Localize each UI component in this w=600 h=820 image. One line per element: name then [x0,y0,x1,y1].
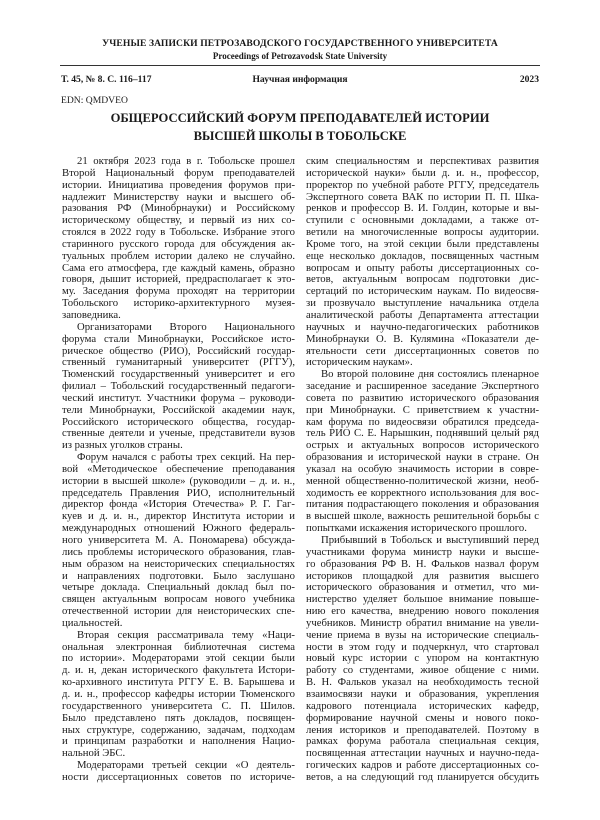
text-line: историческому обществу, и первый из них со- [62,214,295,227]
text-line: Вторая секция рассматривала тему «Наци- [77,628,295,641]
text-line: ных структуре, содержанию, задачам, подходам [62,723,295,736]
text-line: участниками форума министр науки и высше- [306,545,539,558]
section-name: Научная информация [252,74,348,85]
article-title-line: ВЫСШЕЙ ШКОЛЫ В ТОБОЛЬСКЕ [193,129,407,143]
text-line: Тобольского историко-архитектурного музея- [62,297,295,310]
text-line: директор фонда «История Отечества» Р. Г. Гаг- [62,498,295,511]
text-line: при Минобрнауки. С приветствием к участни- [306,403,539,416]
text-line: по истории». Модераторами этой секции были [62,652,295,665]
text-line: ходимость ее корректного использования для вос- [306,486,539,499]
text-line: Кроме того, на этой секции были представлены [306,237,539,250]
text-line: вопросам и опыту работы диссертационных со- [306,261,539,274]
text-line: проректор по учебной работе РГГУ, председатель [306,178,539,191]
text-line: питания подрастающего поколения и образования [306,498,539,511]
text-line: ятельности сети диссертационных советов по [306,344,539,357]
text-line: в высшей школе, важность решительной борьбы с [306,510,539,523]
text-line: туальных проблем истории далеко не случайно. [62,249,295,262]
text-line: историческим наукам». [306,356,413,369]
text-line: ным образом на неисторических специальностях [62,557,295,570]
text-line: взаимосвязи науки и образования, укрепления [306,687,539,700]
text-line: В. Н. Фальков указал на необходимость тесной [306,676,539,689]
paragraph [62,322,295,452]
text-line: истории в высшей школе» (руководили – д. и. н., [62,474,295,487]
text-line: лись проблемы исторического образования, глав- [62,545,295,558]
text-line: Российского исторического общества, государ- [62,415,295,428]
text-line: попытками искажения исторического прошлого. [306,522,527,535]
text-line: ного университета М. А. Пономарева) обсужда- [62,534,295,546]
text-line: тель РИО С. Е. Нарышкин, поднявший целый ряд [306,427,539,440]
edn-code: EDN: QMDVEO [61,95,128,106]
text-line: ступили с основными докладами, а также от- [306,214,539,227]
text-line: Второй Национальный форум преподавателей [62,166,295,179]
text-line: нию его качества, внедрению нового поколения [306,605,539,618]
text-line: стоялся в 2022 году в Тобольске. Избрание этого [62,226,295,239]
text-line: работу со студентами, живое общение с ними. [306,664,539,677]
text-line: Было представлено пять докладов, посвящен- [62,711,295,724]
text-line: нальной ЭБС. [62,747,126,760]
text-line: формирование научной смены и нового поко- [306,711,539,724]
text-line: ственный гуманитарный университет (РГГУ), [62,356,295,369]
text-line: говоря, дышит историей, предрасполагает к это- [62,273,295,286]
text-line: учебников. Министр обратил внимание на увели- [306,616,539,629]
text-line: посвященная аттестации научных и научно-педа- [306,747,539,760]
paragraph [62,760,295,784]
text-line: вой «Методическое обеспечение преподавания [62,462,295,475]
text-line: ским специальностям и перспективах развития [306,155,539,167]
text-line: ренков и профессор В. И. Голдин, которые и вы- [306,202,539,215]
journal-subtitle: Proceedings of Petrozavodsk State University [212,51,388,61]
text-line: четыре доклада. Специальный доклад был по- [62,581,295,594]
text-line: исторической науки» были д. и. н., профессор, [306,166,539,179]
text-line: ко-архивного института РГГУ Е. В. Барышева и [62,676,295,689]
text-line: нистерство уделяет большое внимание повыше- [306,593,539,606]
text-line: рическое общество (РИО), Российский государ- [62,344,295,357]
text-line: Минобрнауки О. В. Кулямина «Показатели де- [306,332,539,345]
text-line: зи прозвучало выступление начальника отдела [306,297,539,310]
text-line: научных и научно-педагогических работников [306,320,539,333]
paragraph [306,156,539,369]
text-line: ления историков и преподавателей. Поэтому в [306,723,539,736]
text-line: Тюменский государственный университет и его [62,368,295,381]
text-line: ческий институт. Участники форума – руководи- [62,391,295,404]
text-line: ности диссертационных советов по историче- [62,770,295,783]
text-line: Экспертного совета ВАК по истории П. П. Шка- [306,190,539,203]
text-line: отечественной истории для неисторических спе- [62,605,295,618]
text-line: еще несколько докладов, посвященных частным [306,249,539,262]
text-line: рамках форума работала специальная секция, [306,735,539,748]
text-line: Сама его атмосфера, где каждый камень, образно [62,261,295,274]
header-divider [60,65,540,66]
text-line: ности в этом году и подчеркнул, что стартовал [306,640,539,653]
text-line: куев и д. и. н., директор Института истории и [62,510,295,523]
text-line: ветили на многочисленные вопросы аудитории. [306,226,539,239]
text-line: и направлениях подготовки. Было заслушано [62,569,295,582]
text-line: заповедника. [62,308,121,321]
text-line: ональная электронная библиотечная система [62,640,295,653]
text-line: священ актуальным вопросам нового учебника [62,593,295,606]
journal-title: УЧЕНЫЕ ЗАПИСКИ ПЕТРОЗАВОДСКОГО ГОСУДАРСТВЕННОГО УНИВЕРСИТЕТА [102,38,498,49]
text-line: гогических кадров и работе диссертационных со- [306,759,539,772]
text-line: Организаторами Второго Национального [77,320,295,333]
text-line: циальностей. [62,616,123,629]
year: 2023 [519,74,539,85]
text-line: председатель Правления РИО, исполнительный [62,486,295,499]
text-line: историков площадкой для развития высшего [306,569,539,582]
text-line: старинного русского города для обсуждения ак- [62,237,295,250]
text-line: совета по развитию исторического образования [306,391,539,404]
text-line: ветов, а на следующий год планируется обсудить [306,770,539,783]
text-line: менной общественно-политической жизни, необ- [306,474,539,487]
volume-info: Т. 45, № 8. С. 116–117 [61,74,152,85]
text-line: форума стали Минобрнауки, Российское исто- [62,332,295,345]
paragraph [62,630,295,760]
paragraph [306,535,539,784]
article-title-line: ОБЩЕРОССИЙСКИЙ ФОРУМ ПРЕПОДАВАТЕЛЕЙ ИСТОРИИ [110,111,490,125]
paragraph [306,369,539,535]
text-line: и принципам разработки и наполнения Нацио- [62,735,295,748]
text-line: истории. Инициатива проведения форумов при- [62,178,295,191]
text-line: из разных уголков страны. [62,439,183,452]
text-line: разования РФ (Минобрнауки) и Российскому [62,202,295,215]
text-line: д. и. н., профессор кафедры истории Тюменского [62,687,295,700]
text-line: кадрового потенциала исторических кафедр, [306,699,539,712]
text-line: ственные деятели и ученые, представители вузов [62,427,295,440]
text-line: образования и исторической науки в стране. Он [306,451,539,464]
right-column [306,156,539,784]
text-line: новый курс истории с упором на контактную [306,652,539,665]
text-line: д. и. н, декан исторического факультета Истори- [62,664,295,677]
text-line: ветов, актуальным вопросам подготовки дис- [306,273,539,286]
text-line: заседание и расширенное заседание Экспертного [306,380,539,393]
text-line: указал на особую значимость истории в совре- [306,462,539,475]
text-line: кам форума по видеосвязи обратился председа- [306,415,539,428]
text-line: филиал – Тобольский государственный педагоги- [62,380,295,393]
text-line: 21 октября 2023 года в г. Тобольске прошел [77,155,295,167]
text-line: острых и актуальных вопросов исторического [306,439,539,452]
text-line: Прибывший в Тобольск и выступивший перед [321,534,539,546]
text-line: международных отношений Южного федераль- [62,522,295,535]
left-column [62,156,295,784]
text-line: чение приема в вузы на исторические специаль- [306,628,539,641]
text-line: му. Заседания форума проходят на территории [62,285,295,298]
text-line: го образования РФ В. Н. Фальков назвал форум [306,557,539,570]
text-line: надлежит Министерству науки и высшего об- [62,190,295,203]
text-line: исторического образования и отметил, что ми- [306,581,539,594]
paragraph [62,156,295,322]
text-line: Форум начался с работы трех секций. На пер- [77,451,295,464]
text-line: Во второй половине дня состоялись пленарное [321,368,539,381]
paragraph [62,452,295,630]
text-line: аналитической работы Департамента аттестации [306,308,539,321]
text-line: сертаций по историческим наукам. По видеосвя- [306,285,539,298]
text-line: государственного университета С. П. Шилов. [62,699,295,712]
text-line: Модераторами третьей секции «О деятель- [77,759,295,772]
text-line: тели Минобрнауки, Российской академии наук, [62,403,295,416]
